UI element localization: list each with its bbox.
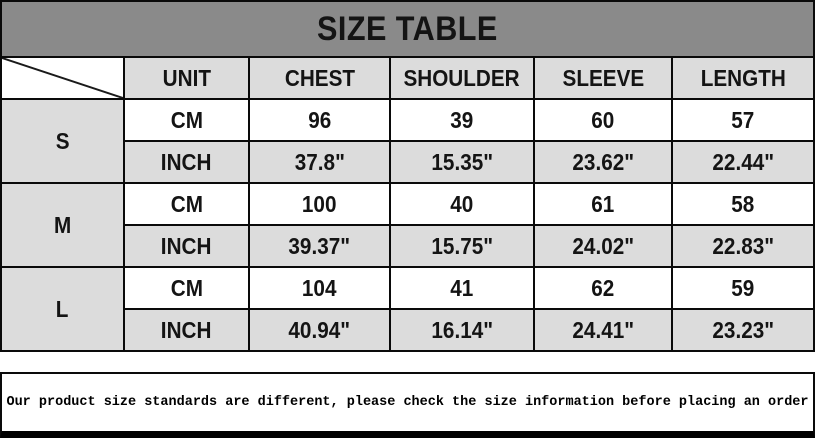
value-cell-s-inch-shoulder <box>391 142 533 182</box>
value-text: 40 <box>450 190 474 217</box>
value-cell-m-cm-sleeve <box>535 184 671 224</box>
diagonal-header-cell <box>2 58 123 98</box>
size-table-title-text: SIZE TABLE <box>317 9 498 48</box>
value-cell-m-inch-sleeve <box>535 226 671 266</box>
value-cell-l-cm-length <box>673 268 813 308</box>
column-header-length <box>673 58 813 98</box>
value-cell-l-inch-sleeve <box>535 310 671 350</box>
value-text: 39 <box>450 106 474 133</box>
column-header-unit <box>125 58 248 98</box>
value-text: 37.8" <box>294 148 345 175</box>
value-text: 62 <box>591 274 615 301</box>
column-header-shoulder-label: SHOULDER <box>403 64 521 91</box>
value-text: 57 <box>731 106 755 133</box>
value-text: 15.35" <box>431 148 493 175</box>
unit-cell <box>125 142 248 182</box>
value-cell-m-inch-chest <box>250 226 389 266</box>
diagonal-line-icon <box>2 58 123 98</box>
size-label: S <box>55 127 70 154</box>
unit-label: CM <box>170 106 203 133</box>
value-cell-s-inch-chest <box>250 142 389 182</box>
value-text: 22.83" <box>712 232 774 259</box>
column-header-chest <box>250 58 389 98</box>
value-text: 23.62" <box>572 148 634 175</box>
value-text: 40.94" <box>288 316 351 343</box>
value-text: 24.41" <box>572 316 634 343</box>
value-cell-m-inch-shoulder <box>391 226 533 266</box>
value-cell-s-cm-chest <box>250 100 389 140</box>
value-text: 59 <box>731 274 755 301</box>
value-cell-m-cm-length <box>673 184 813 224</box>
value-cell-l-cm-sleeve <box>535 268 671 308</box>
size-label: M <box>53 211 72 238</box>
value-text: 15.75" <box>431 232 493 259</box>
value-text: 41 <box>450 274 474 301</box>
unit-label: INCH <box>161 148 212 175</box>
value-cell-s-cm-sleeve <box>535 100 671 140</box>
unit-label: INCH <box>161 232 212 259</box>
unit-label: CM <box>170 190 203 217</box>
value-text: 96 <box>307 106 332 133</box>
value-cell-l-inch-chest <box>250 310 389 350</box>
value-text: 61 <box>591 190 615 217</box>
value-cell-m-inch-length <box>673 226 813 266</box>
column-header-sleeve <box>535 58 671 98</box>
size-table-title <box>2 2 813 56</box>
value-cell-l-cm-chest <box>250 268 389 308</box>
value-cell-m-cm-shoulder <box>391 184 533 224</box>
column-header-length-label: LENGTH <box>700 64 786 91</box>
size-cell-m <box>2 184 123 266</box>
size-cell-s <box>2 100 123 182</box>
value-cell-l-inch-length <box>673 310 813 350</box>
column-header-sleeve-label: SLEEVE <box>562 64 644 91</box>
value-cell-s-cm-shoulder <box>391 100 533 140</box>
size-cell-l <box>2 268 123 350</box>
value-text: 60 <box>591 106 615 133</box>
value-text: 39.37" <box>288 232 351 259</box>
value-text: 16.14" <box>431 316 493 343</box>
value-cell-l-inch-shoulder <box>391 310 533 350</box>
unit-cell <box>125 268 248 308</box>
unit-label: INCH <box>161 316 212 343</box>
value-text: 104 <box>302 274 337 301</box>
value-cell-s-inch-sleeve <box>535 142 671 182</box>
value-text: 58 <box>731 190 755 217</box>
unit-cell <box>125 310 248 350</box>
note-text: Our product size standards are different, please check the size information before placing an order <box>6 395 809 410</box>
value-cell-m-cm-chest <box>250 184 389 224</box>
unit-label: CM <box>170 274 203 301</box>
value-text: 23.23" <box>712 316 774 343</box>
value-cell-s-cm-length <box>673 100 813 140</box>
unit-cell <box>125 100 248 140</box>
column-header-chest-label: CHEST <box>284 64 355 91</box>
size-label: L <box>56 295 69 322</box>
column-header-unit-label: UNIT <box>162 64 211 91</box>
value-cell-s-inch-length <box>673 142 813 182</box>
note-box <box>0 372 815 438</box>
unit-cell <box>125 184 248 224</box>
value-text: 100 <box>302 190 337 217</box>
value-text: 24.02" <box>572 232 634 259</box>
unit-cell <box>125 226 248 266</box>
value-text: 22.44" <box>712 148 774 175</box>
value-cell-l-cm-shoulder <box>391 268 533 308</box>
column-header-shoulder <box>391 58 533 98</box>
